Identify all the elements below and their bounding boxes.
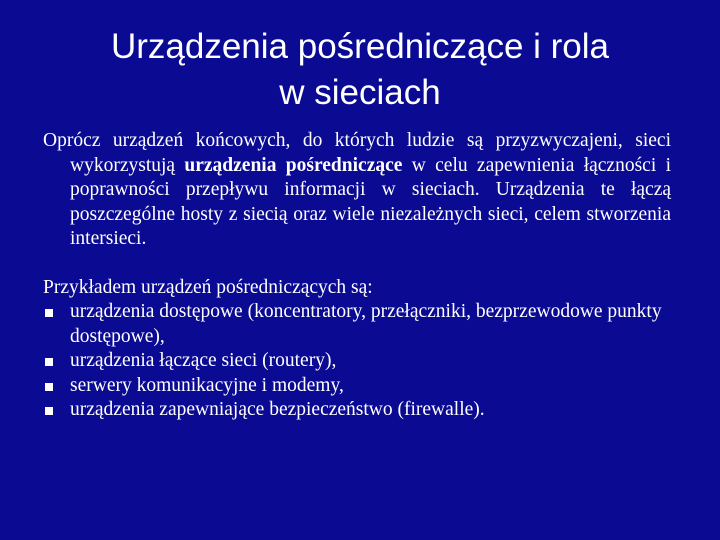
- list-item-text: urządzenia łączące sieci (routery),: [70, 350, 337, 371]
- paragraph-text-before: Oprócz urządzeń końcowych, do których ludzie są przyzwyczajeni, sieci wykorzystują: [43, 130, 671, 176]
- bullet-list: [43, 300, 671, 423]
- slide-title: [40, 24, 680, 116]
- title-line-2: w sieciach: [279, 73, 441, 112]
- list-item: [43, 398, 671, 423]
- list-intro: Przykładem urządzeń pośredniczących są:: [43, 276, 373, 298]
- list-item-text: serwery komunikacyjne i modemy,: [70, 374, 344, 396]
- intro-paragraph: [43, 129, 671, 252]
- square-bullet-icon: [45, 383, 53, 391]
- list-item: [43, 349, 671, 374]
- paragraph-text-after: w celu zapewnienia łączności i poprawności przepływu informacji w sieciach. Urządzenia te łączą poszczególne hosty z siecią oraz wiele niezależnych sieci, celem stworzenia intersieci.: [70, 154, 671, 249]
- square-bullet-icon: [45, 309, 53, 317]
- list-item-text: urządzenia dostępowe (koncentratory, przełączniki, bezprzewodowe punkty dostępowe),: [70, 301, 662, 347]
- list-item-text: urządzenia zapewniające bezpieczeństwo (firewalle).: [70, 399, 485, 420]
- slide-body: [43, 129, 671, 423]
- list-item: [43, 300, 671, 349]
- paragraph-bold-term: urządzenia pośredniczące: [184, 154, 403, 176]
- square-bullet-icon: [45, 358, 53, 366]
- list-item: [43, 374, 671, 399]
- title-line-1: Urządzenia pośredniczące i rola: [110, 27, 610, 66]
- square-bullet-icon: [45, 407, 53, 415]
